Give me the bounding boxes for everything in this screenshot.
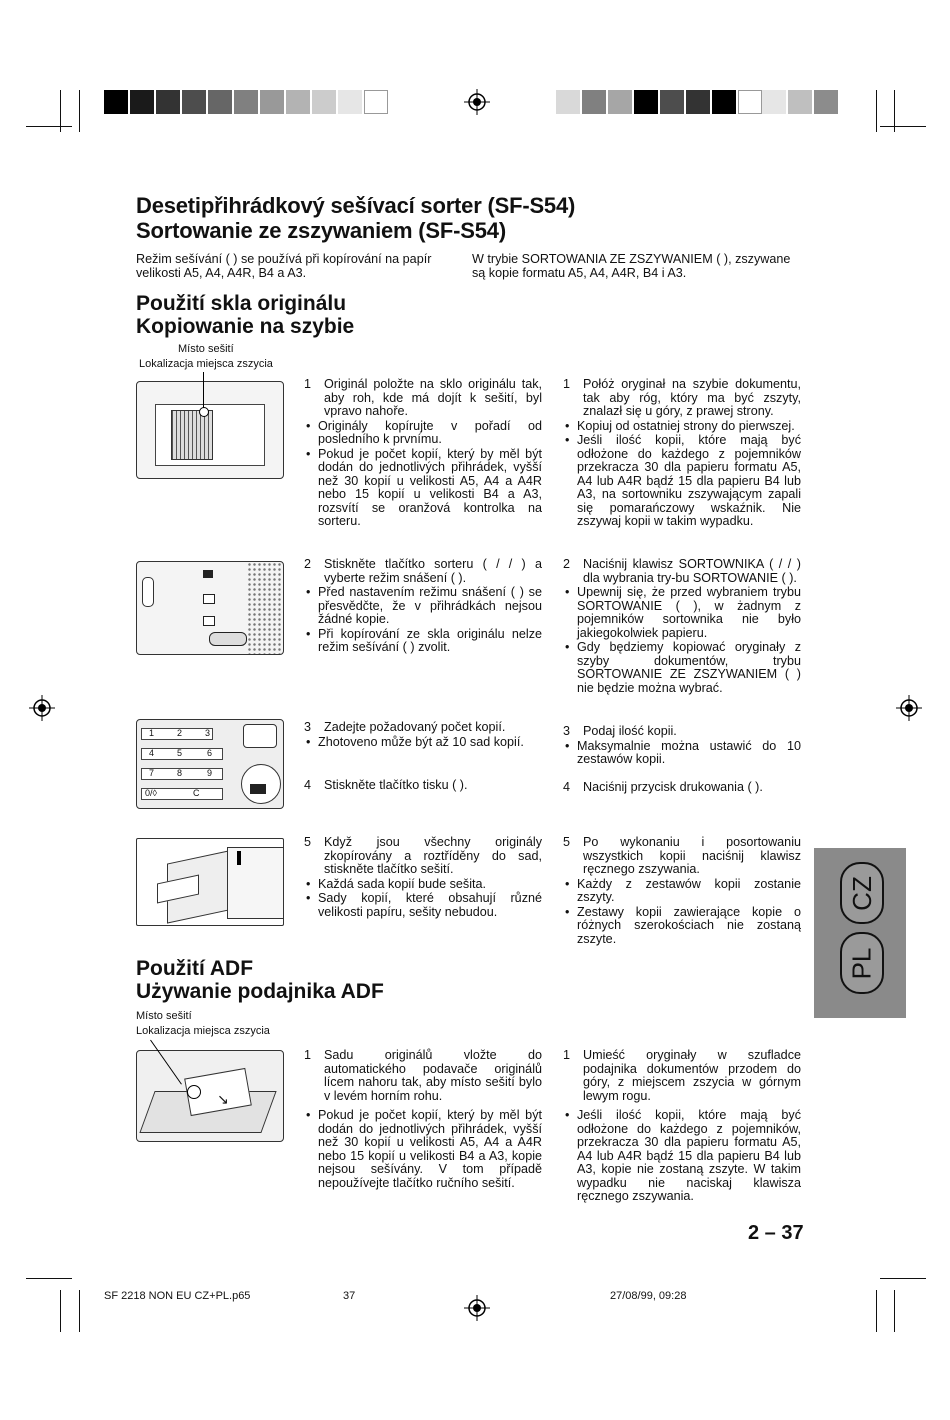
footer-page: 37 — [343, 1290, 356, 1302]
cz-step-2-bullet-1: • Před nastavením režimu snášení ( ) se přesvědčte, že v přihrádkách nejsou žádné kopie. — [304, 586, 542, 627]
cz-step-1-bullet-1: • Originály kopírujte v pořadí od posledního k prvnímu. — [304, 420, 542, 447]
step-number: 3 — [304, 720, 312, 734]
cz-step-2: Stiskněte tlačítko sorteru ( / / ) a vyberte režim snášení ( ). — [324, 557, 542, 585]
figure-caption-cz: Místo sešití — [178, 343, 234, 355]
page-title-cz: Desetipřihrádkový sešívací sorter (SF-S54) — [136, 193, 576, 218]
step-number: 5 — [563, 835, 571, 849]
cz-step-5-bullet-1: • Každá sada kopií bude sešita. — [304, 878, 542, 892]
key-5[interactable]: 5 — [177, 748, 183, 758]
cz-step-2-bullet-2: • Při kopírování ze skla originálu nelze režim sešívání ( ) zvolit. — [304, 628, 542, 655]
registration-mark-icon — [464, 1295, 490, 1321]
pl-adf-block — [563, 1049, 801, 1204]
language-tab — [814, 848, 906, 1018]
pl-step-5-block — [563, 836, 801, 946]
registration-mark-icon — [29, 695, 55, 721]
figure-sorter-panel — [136, 561, 284, 655]
color-calibration-bar-right — [556, 90, 840, 114]
step-number: 5 — [304, 835, 312, 849]
step-number: 2 — [563, 557, 571, 571]
pl-step-2: Naciśnij klawisz SORTOWNIKA ( / / ) dla wybrania try-bu SORTOWANIE ( ). — [583, 557, 801, 585]
key-9[interactable]: 9 — [207, 768, 213, 778]
tab-cz: CZ — [840, 862, 884, 924]
cz-step-1-bullet-2: • Pokud je počet kopií, který by měl být dodán do jednotlivých přihrádek, vyšší než 30 kopií u velikosti A5, A4 a A4R nebo 15 kopií u velikosti B4 a A3, rozsvítí se oranžová kontrolka na sorteru. — [304, 448, 542, 529]
cz-adf-bullet-1: • Pokud je počet kopií, který by měl být dodán do jednotlivých přihrádek, vyšší než 30 kopií u velikosti A5, A4 a A4R nebo 15 kopií u velikosti B4 a A3, kopie nejsou sešívány. V tom případě nepoužívejte tlačítko ručního sešití. — [304, 1109, 542, 1190]
key-7[interactable]: 7 — [149, 768, 155, 778]
registration-mark-icon — [896, 695, 922, 721]
figure-caption-pl: Lokalizacja miejsca zszycia — [139, 358, 273, 370]
figure-caption-adf-cz: Místo sešití — [136, 1010, 192, 1022]
figure-document-glass — [136, 381, 284, 479]
cz-step-3-block — [304, 721, 542, 749]
pl-step-4-block — [563, 781, 801, 795]
pl-adf-bullet-1: • Jeśli ilość kopii, które mają być odłożone do każdego z pojemników, przekracza 30 dla papieru formatu A5, A4 lub A4R bądź 15 dla papieru B4 lub A3, kopie nie zostaną zszyte. W takim wypadku nie naciskaj klawisza ręcznego zszywania. — [563, 1109, 801, 1204]
step-number: 2 — [304, 557, 312, 571]
pl-step-3: Podaj ilość kopii. — [583, 724, 677, 738]
footer-file: SF 2218 NON EU CZ+PL.p65 — [104, 1290, 251, 1302]
cz-step-5-bullet-2: • Sady kopií, které obsahují různé velikosti papíru, sešity nebudou. — [304, 892, 542, 919]
start-button-icon[interactable] — [250, 784, 266, 794]
cz-step-1-block — [304, 378, 542, 529]
cz-step-2-block — [304, 558, 542, 655]
intro-cz: Režim sešívání ( ) se používá při kopírování na papír velikosti A5, A4, A4R, B4 a A3. — [136, 252, 432, 280]
pl-adf-step-1: Umieść oryginały w szufladce podajnika dokumentów przodem do góry, z miejscem zszycia w górnym lewym rogu. — [583, 1048, 801, 1103]
cz-step-4: Stiskněte tlačítko tisku ( ). — [324, 778, 468, 792]
color-calibration-bar-left — [104, 90, 388, 114]
footer-date: 27/08/99, 09:28 — [610, 1290, 687, 1302]
step-number: 3 — [563, 724, 571, 738]
key-4[interactable]: 4 — [149, 748, 155, 758]
pl-step-3-block — [563, 725, 801, 767]
cz-step-5: Když jsou všechny originály zkopírovány a roztříděny do sad, stiskněte tlačítko sešití. — [324, 835, 542, 876]
step-number: 4 — [304, 778, 312, 792]
key-6[interactable]: 6 — [207, 748, 213, 758]
figure-stapler-sorter — [136, 838, 284, 926]
pl-step-2-bullet-1: • Upewnij się, że przed wybraniem trybu SORTOWANIE ( ), w żadnym z pojemników sortownika nie było jakiegokolwiek papieru. — [563, 586, 801, 640]
key-0[interactable]: 0/◊ — [145, 788, 157, 798]
key-2[interactable]: 2 — [177, 728, 183, 738]
pl-step-5-bullet-1: • Każdy z zestawów kopii zostanie zszyty. — [563, 878, 801, 905]
pl-step-5: Po wykonaniu i posortowaniu wszystkich kopii naciśnij klawisz ręcznego zszywania. — [583, 835, 801, 876]
key-3[interactable]: 3 — [205, 728, 211, 738]
intro-pl: W trybie SORTOWANIA ZE ZSZYWANIEM ( ), zszywane są kopie formatu A5, A4, A4R, B4 i A3. — [472, 252, 791, 280]
pl-step-1-bullet-2: • Jeśli ilość kopii, które mają być odłożone do każdego z pojemników przekracza 30 dla papieru formatu A5, A4 lub A4R bądź 15 dla papieru B4 lub A3, na sortowniku zszywającym zapali się pomarańczowy wskaźnik. Nie zszywaj kopii w takim wypadku. — [563, 434, 801, 529]
pl-step-4: Naciśnij przycisk drukowania ( ). — [583, 780, 763, 794]
cz-adf-block — [304, 1049, 542, 1190]
pl-step-3-bullet-1: • Maksymalnie można ustawić do 10 zestawów kopii. — [563, 740, 801, 767]
section-title-adf-pl: Używanie podajnika ADF — [136, 980, 384, 1003]
cz-step-5-block — [304, 836, 542, 919]
cz-step-3: Zadejte požadovaný počet kopií. — [324, 720, 506, 734]
section-title-glass-pl: Kopiowanie na szybie — [136, 315, 355, 338]
key-clear[interactable]: C — [193, 788, 200, 798]
pl-step-1-bullet-1: • Kopiuj od ostatniej strony do pierwszej. — [563, 420, 801, 434]
figure-keypad — [136, 719, 284, 809]
cz-step-4-block — [304, 779, 542, 793]
key-8[interactable]: 8 — [177, 768, 183, 778]
cz-step-3-bullet-1: • Zhotoveno může být až 10 sad kopií. — [304, 736, 542, 750]
page-title-pl: Sortowanie ze zszywaniem (SF-S54) — [136, 218, 506, 243]
key-1[interactable]: 1 — [149, 728, 155, 738]
pl-step-2-bullet-2: • Gdy będziemy kopiować oryginały z szyby dokumentów, trybu SORTOWANIE ZE ZSZYWANIEM ( ) nie będzie można wybrać. — [563, 641, 801, 695]
pl-step-1-block — [563, 378, 801, 529]
pl-step-5-bullet-2: • Zestawy kopii zawierające kopie o różnych szerokościach nie zostaną zszyte. — [563, 906, 801, 947]
cz-step-1: Originál položte na sklo originálu tak, aby roh, kde má dojít k sešití, byl vpravo nahoře. — [324, 377, 542, 418]
step-number: 1 — [563, 377, 571, 391]
page-number: 2 – 37 — [748, 1222, 804, 1244]
section-title-glass-cz: Použití skla originálu — [136, 292, 347, 315]
step-number: 1 — [563, 1048, 571, 1062]
cz-adf-step-1: Sadu originálů vložte do automatického podavače originálů lícem nahoru tak, aby místo sešití bylo v levém horním rohu. — [324, 1048, 542, 1103]
pl-step-2-block — [563, 558, 801, 695]
step-number: 1 — [304, 1048, 312, 1062]
pl-step-1: Połóż oryginał na szybie dokumentu, tak aby róg, który ma być zszyty, znalazł się u góry, z prawej strony. — [583, 377, 801, 418]
figure-caption-adf-pl: Lokalizacja miejsca zszycia — [136, 1025, 270, 1037]
registration-mark-icon — [464, 89, 490, 115]
caption-pointer-line — [203, 372, 204, 408]
tab-pl: PL — [840, 932, 884, 994]
figure-adf-loading: ↘ — [136, 1050, 284, 1142]
step-number: 4 — [563, 780, 571, 794]
section-title-adf-cz: Použití ADF — [136, 957, 254, 980]
step-number: 1 — [304, 377, 312, 391]
